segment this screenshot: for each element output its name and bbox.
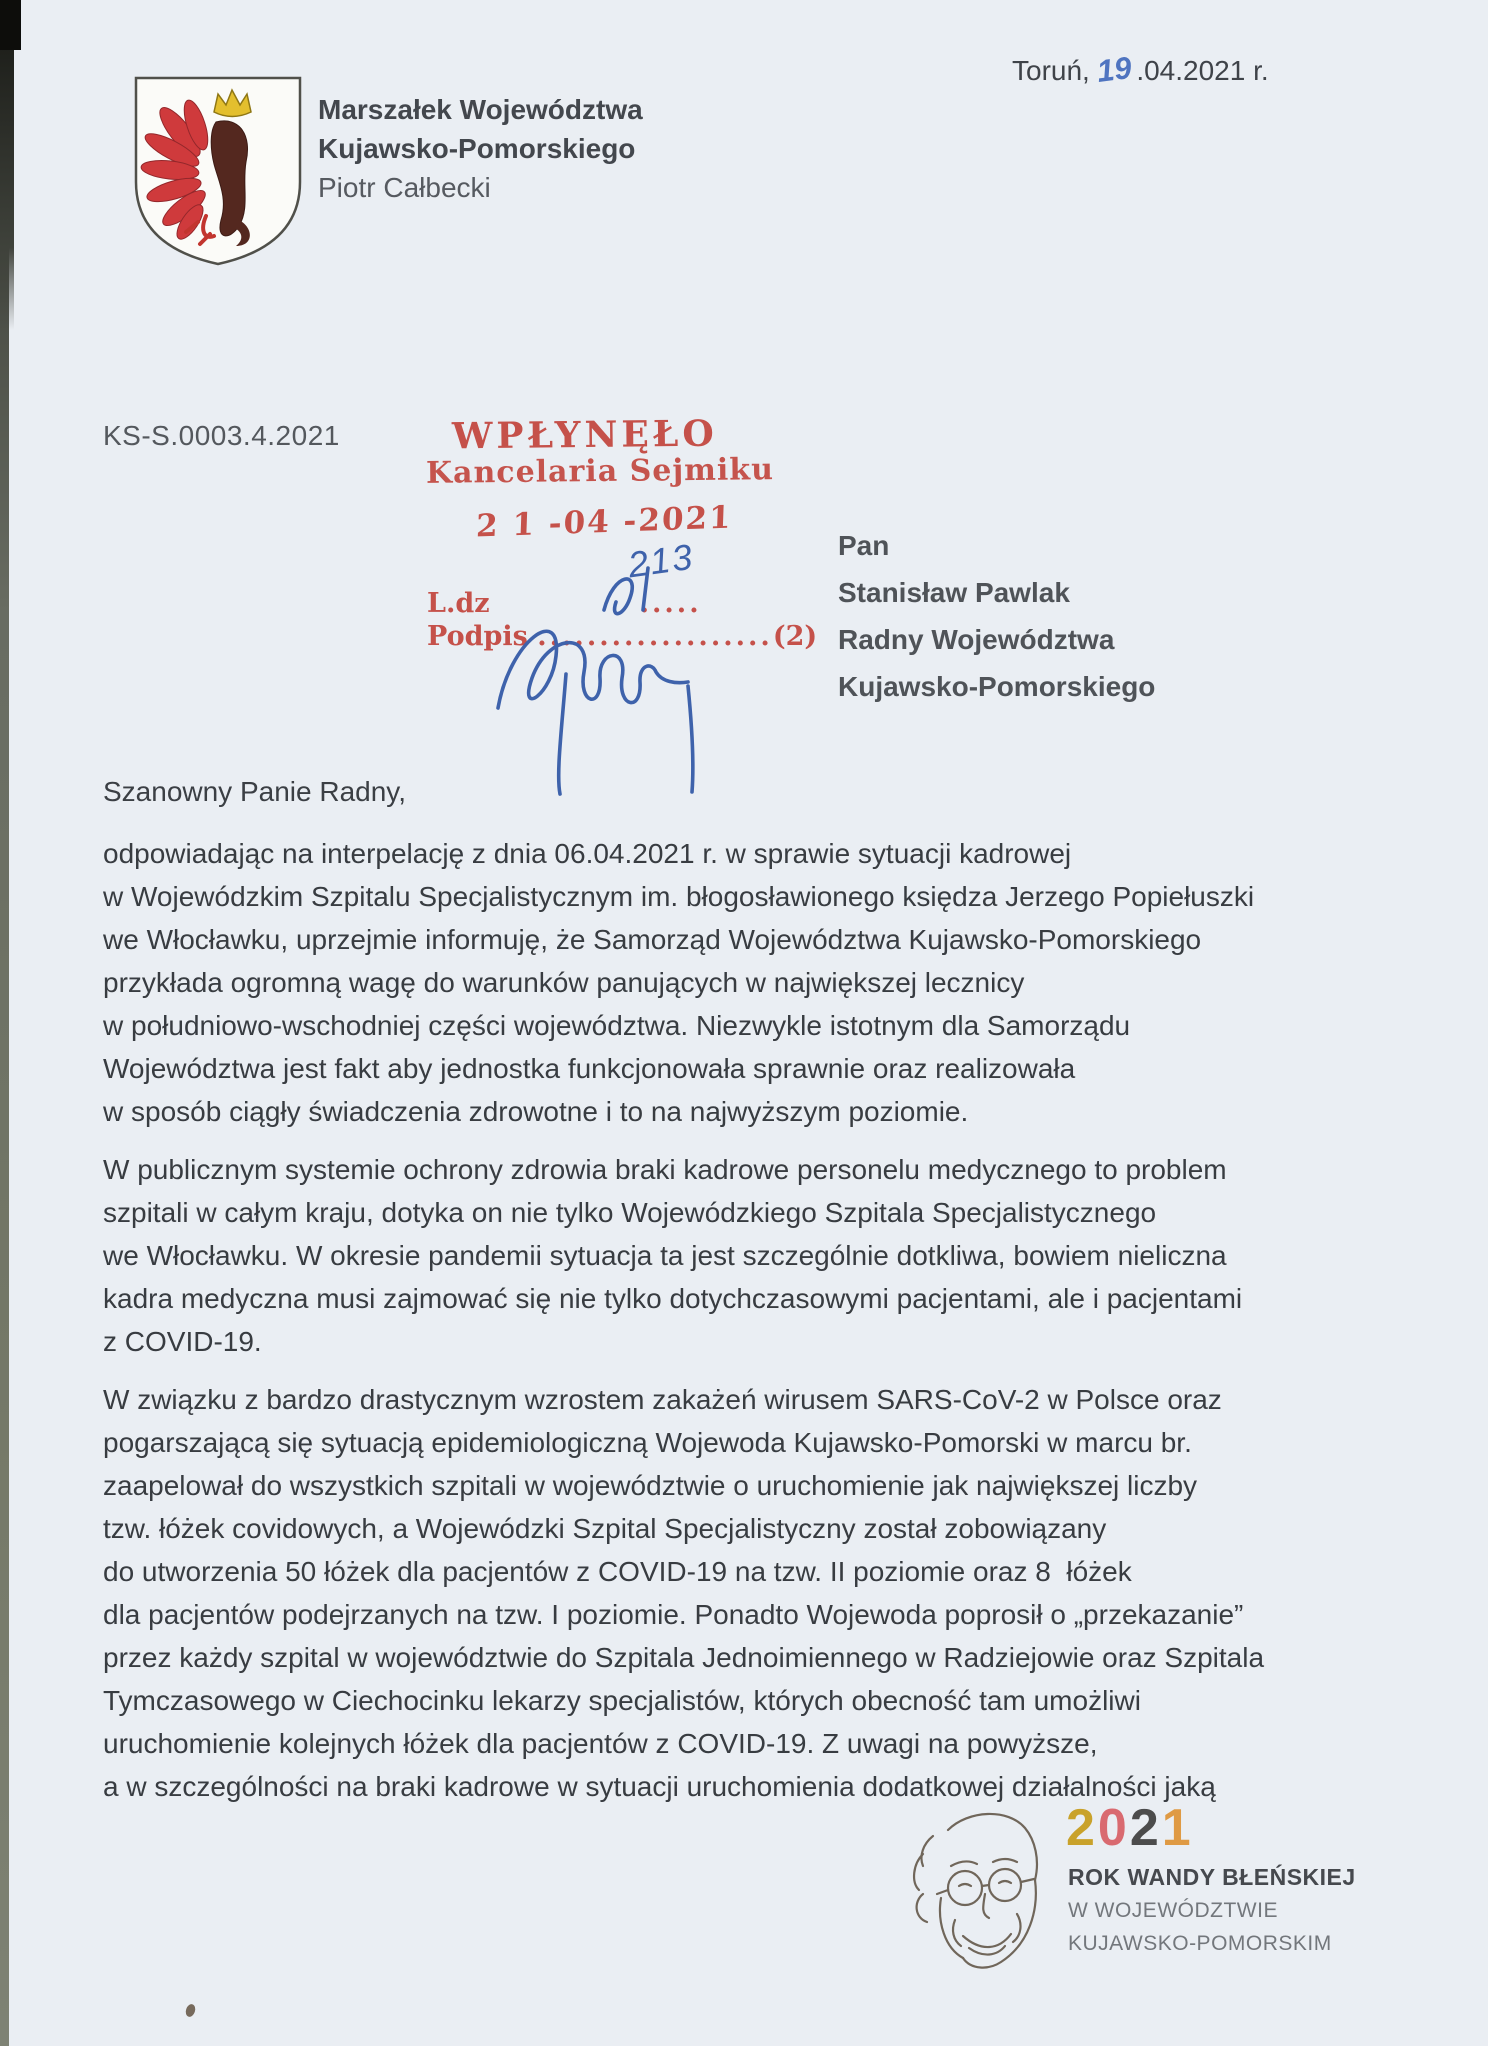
sender-block <box>318 90 643 207</box>
ldz-dotted-line: ..... <box>639 588 702 619</box>
text-line: pogarszającą się sytuacją epidemiologiczną Wojewoda Kujawsko-Pomorski w marcu br. <box>103 1427 1192 1458</box>
wanda-blenska-portrait-icon <box>893 1802 1063 1992</box>
paragraph-2 <box>103 1148 1403 1363</box>
text-line: Województwa jest fakt aby jednostka funkcjonowała sprawnie oraz realizowała <box>103 1053 1076 1084</box>
date-city: Toruń, <box>1012 55 1090 86</box>
year-digit: 2 <box>1129 1799 1162 1857</box>
ldz-label: L.dz <box>427 588 490 619</box>
paragraph-3 <box>103 1378 1403 1808</box>
letter-body <box>103 832 1403 1823</box>
text-line: we Włocławku. W okresie pandemii sytuacja ta jest szczególnie dotkliwa, bowiem nieliczna <box>103 1240 1227 1271</box>
text-line: do utworzenia 50 łóżek dla pacjentów z COVID-19 na tzw. II poziomie oraz 8 łóżek <box>103 1556 1132 1587</box>
year-digit: 0 <box>1097 1799 1130 1857</box>
text-line: dla pacjentów podejrzanych na tzw. I poziomie. Ponadto Wojewoda poprosił o „przekazanie” <box>103 1599 1244 1630</box>
salutation: Szanowny Panie Radny, <box>103 776 406 807</box>
addressee-role: Radny Województwa <box>838 624 1115 655</box>
podpis-dotted-line: ................... <box>537 621 773 652</box>
footer-campaign-title: ROK WANDY BŁEŃSKIEJ <box>1068 1864 1356 1890</box>
text-line: w południowo-wschodniej części województwa. Niezwykle istotnym dla Samorządu <box>103 1010 1131 1041</box>
scan-speck <box>184 2003 197 2018</box>
text-line: szpitali w całym kraju, dotyka on nie tylko Wojewódzkiego Szpitala Specjalistycznego <box>103 1197 1157 1228</box>
text-line: w sposób ciągły świadczenia zdrowotne i to na najwyższym poziomie. <box>103 1096 969 1127</box>
text-line: Tymczasowego w Ciechocinku lekarzy specjalistów, których obecność tam umożliwi <box>103 1685 1141 1716</box>
year-digit: 2 <box>1066 1799 1098 1857</box>
text-line: tzw. łóżek covidowych, a Wojewódzki Szpital Specjalistyczny został zobowiązany <box>103 1513 1107 1544</box>
text-line: uruchomienie kolejnych łóżek dla pacjentów z COVID-19. Z uwagi na powyższe, <box>103 1728 1098 1759</box>
coat-of-arms-icon <box>128 70 308 270</box>
paragraph-1 <box>103 832 1403 1133</box>
text-line: a w szczególności na braki kadrowe w sytuacji uruchomienia dodatkowej działalności jaką <box>103 1771 1216 1802</box>
date-rest: .04.2021 r. <box>1136 55 1269 86</box>
signature-ink-icon <box>462 548 822 798</box>
addressee-salutation: Pan <box>838 530 890 561</box>
addressee-block <box>838 522 1155 710</box>
text-line: zaapelował do wszystkich szpitali w województwie o uruchomienie jak największej liczby <box>103 1470 1198 1501</box>
addressee-region: Kujawsko-Pomorskiego <box>838 671 1156 702</box>
text-line: z COVID-19. <box>103 1326 262 1357</box>
handwritten-day: 19 <box>1094 50 1134 89</box>
text-line: we Włocławku, uprzejmie informuję, że Samorząd Województwa Kujawsko-Pomorskiego <box>103 924 1202 955</box>
reference-number: KS-S.0003.4.2021 <box>103 420 340 451</box>
podpis-suffix: (2) <box>772 621 818 652</box>
text-line: w Wojewódzkim Szpitalu Specjalistycznym im. błogosławionego księdza Jerzego Popiełuszki <box>103 881 1255 912</box>
sender-title: Marszałek Województwa <box>318 94 643 125</box>
text-line: odpowiadając na interpelację z dnia 06.04.2021 r. w sprawie sytuacji kadrowej <box>103 838 1072 869</box>
footer-campaign-line2: W WOJEWÓDZTWIE <box>1068 1899 1278 1922</box>
received-stamp-date: 2 1 -04 -2021 <box>475 499 734 545</box>
year-digit: 1 <box>1161 1799 1194 1857</box>
date-line <box>1012 52 1269 88</box>
addressee-name: Stanisław Pawlak <box>838 577 1070 608</box>
text-line: kadra medyczna musi zajmować się nie tylko dotychczasowymi pacjentami, ale i pacjentami <box>103 1283 1243 1314</box>
text-line: W związku z bardzo drastycznym wzrostem zakażeń wirusem SARS-CoV-2 w Polsce oraz <box>103 1384 1222 1415</box>
footer-campaign-line3: KUJAWSKO-POMORSKIM <box>1068 1932 1332 1955</box>
footer-year <box>1066 1798 1194 1858</box>
podpis-label: Podpis <box>427 621 528 652</box>
text-line: przez każdy szpital w województwie do Szpitala Jednoimiennego w Radziejowie oraz Szpitala <box>103 1642 1265 1673</box>
scan-edge-artifact <box>0 0 21 50</box>
received-stamp-office: Kancelaria Sejmiku <box>425 452 775 491</box>
sender-name: Piotr Całbecki <box>318 172 491 203</box>
sender-region: Kujawsko-Pomorskiego <box>318 133 636 164</box>
text-line: przykłada ogromną wagę do warunków panujących w największej lecznicy <box>103 967 1025 998</box>
received-stamp-title: WPŁYNĘŁO <box>451 412 718 458</box>
handwritten-registry-number: 213 <box>625 535 697 586</box>
text-line: W publicznym systemie ochrony zdrowia braki kadrowe personelu medycznego to problem <box>103 1154 1227 1185</box>
